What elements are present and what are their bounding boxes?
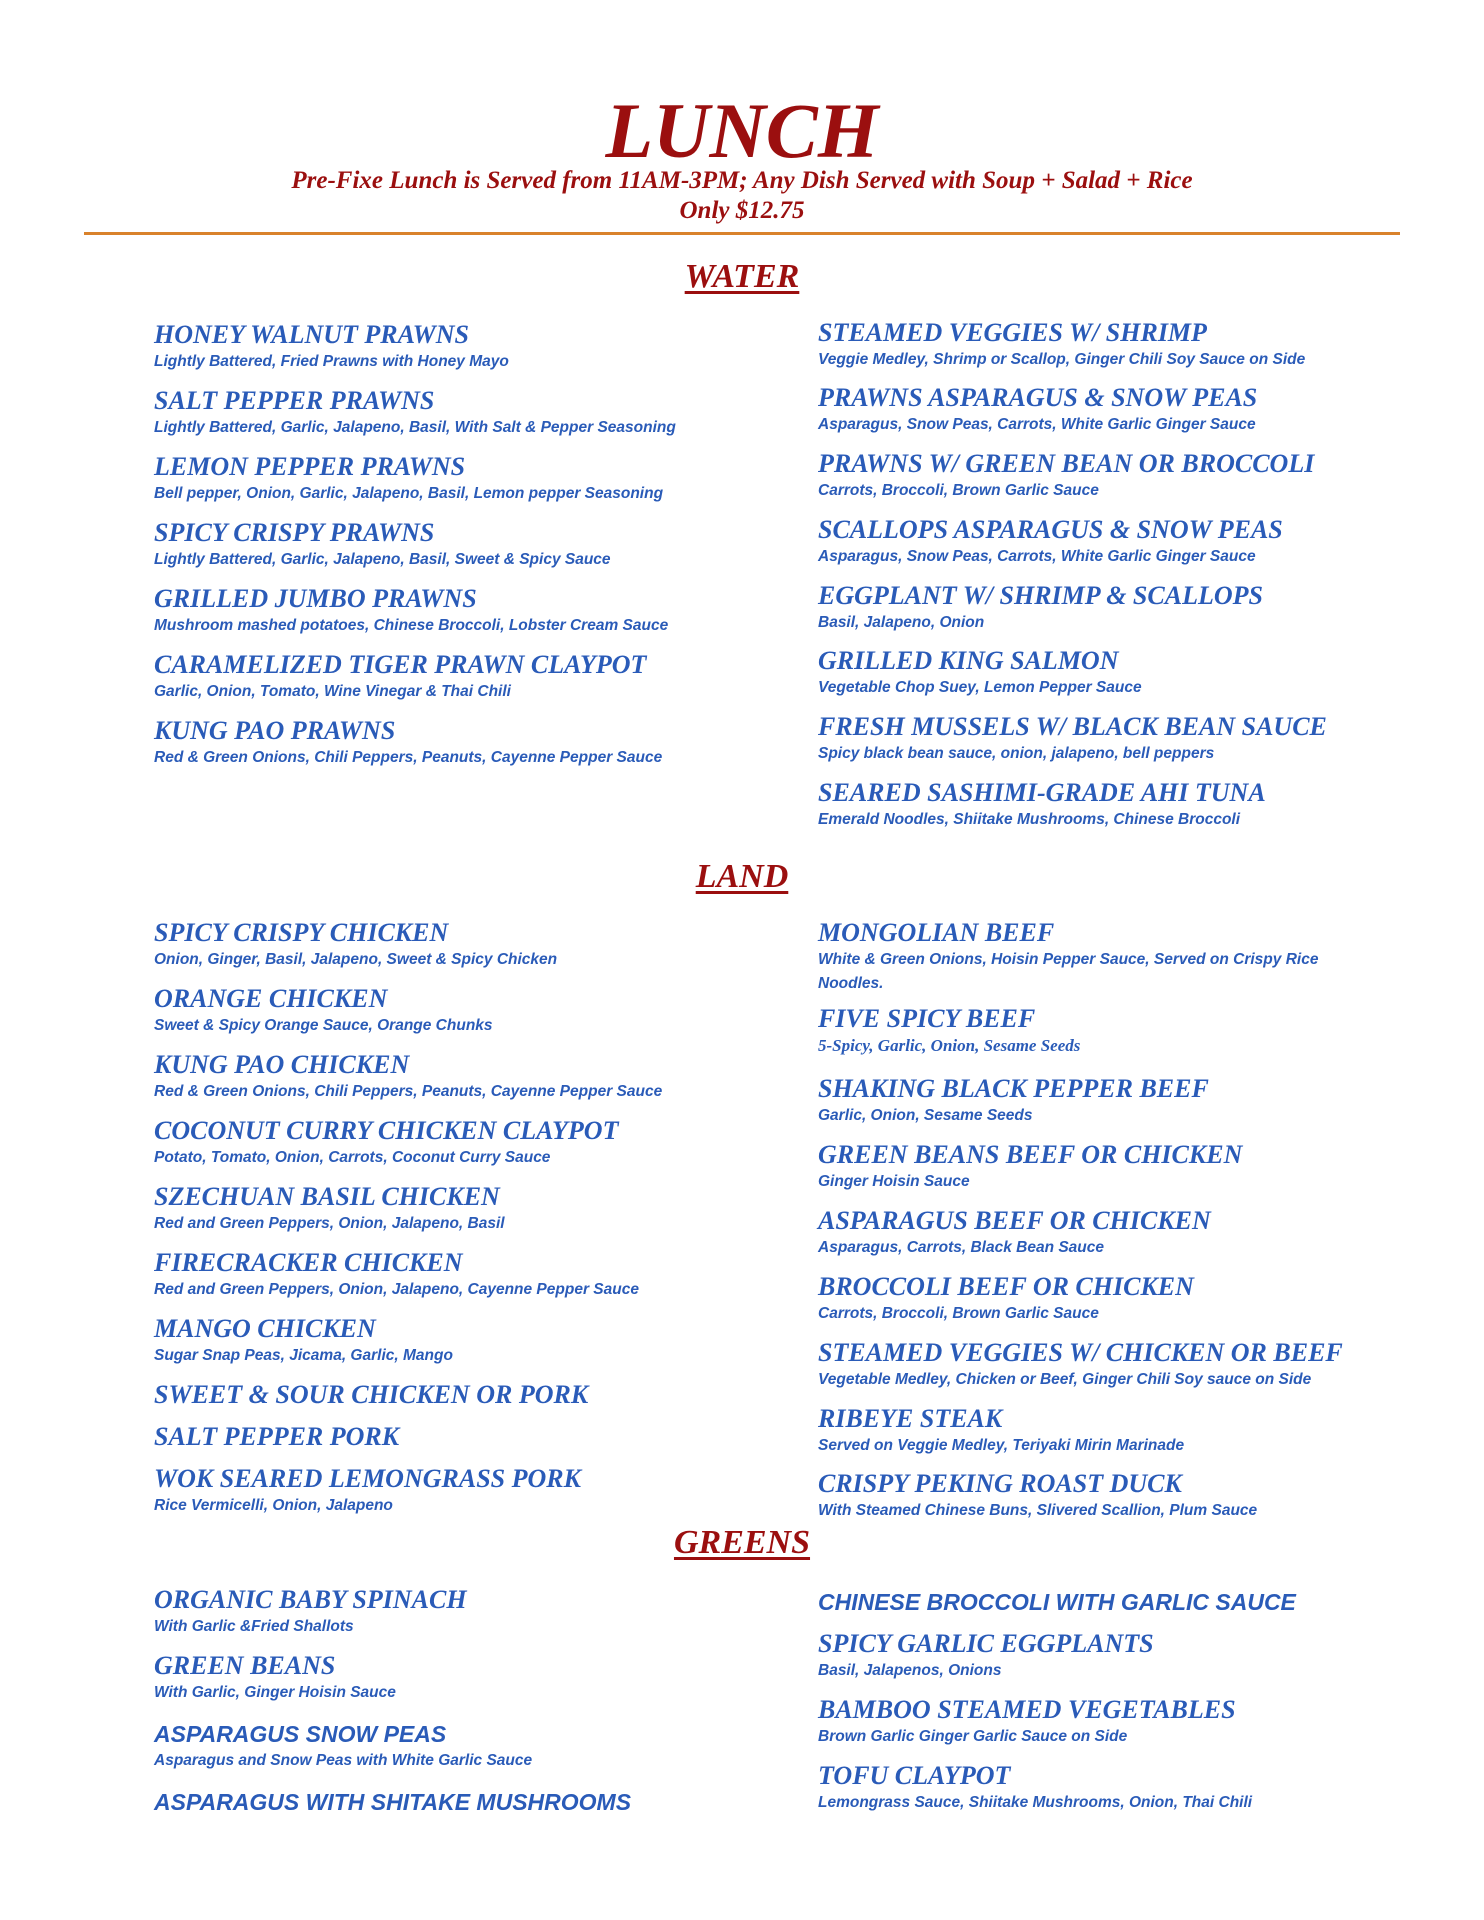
menu-item-description: Ginger Hoisin Sauce [818, 1173, 970, 1190]
menu-item-name: ASPARAGUS BEEF OR CHICKEN [818, 1206, 1211, 1235]
menu-item-description: Red & Green Onions, Chili Peppers, Peanuts, Cayenne Pepper Sauce [154, 749, 663, 766]
menu-item-grilled-king-salmon [818, 646, 1378, 700]
menu-item-asparagus-with-shitake-mushrooms [154, 1787, 754, 1817]
menu-item-name: GREEN BEANS [154, 1651, 336, 1680]
menu-item-lemon-pepper-prawns [154, 452, 754, 506]
menu-item-description: Onion, Ginger, Basil, Jalapeno, Sweet & Spicy Chicken [154, 951, 558, 968]
menu-item-name: RIBEYE STEAK [818, 1404, 1003, 1433]
subtitle-line-1: Pre-Fixe Lunch is Served from 11AM-3PM; Any Dish Served with Soup + Salad + Rice [291, 167, 1193, 194]
menu-item-spicy-crispy-prawns [154, 518, 754, 572]
menu-item-name: SEARED SASHIMI-GRADE AHI TUNA [818, 778, 1266, 807]
menu-item-description: Vegetable Medley, Chicken or Beef, Ginger Chili Soy sauce on Side [818, 1371, 1312, 1388]
menu-item-shaking-black-pepper-beef [818, 1074, 1378, 1128]
menu-item-name: CARAMELIZED TIGER PRAWN CLAYPOT [154, 650, 647, 679]
menu-item-description: Brown Garlic Ginger Garlic Sauce on Side [818, 1728, 1128, 1745]
menu-item-description: Veggie Medley, Shrimp or Scallop, Ginger Chili Soy Sauce on Side [818, 351, 1306, 368]
menu-item-five-spicy-beef [818, 1004, 1378, 1058]
menu-item-description: 5-Spicy, Garlic, Onion, Sesame Seeds [818, 1036, 1081, 1055]
menu-item-name: PRAWNS W/ GREEN BEAN OR BROCCOLI [818, 449, 1315, 478]
menu-item-description: Spicy black bean sauce, onion, jalapeno, bell peppers [818, 745, 1215, 762]
menu-item-name: ASPARAGUS SNOW PEAS [154, 1721, 447, 1747]
menu-item-name: SALT PEPPER PORK [154, 1422, 400, 1451]
menu-item-spicy-crispy-chicken [154, 918, 754, 972]
menu-item-name: STEAMED VEGGIES W/ CHICKEN OR BEEF [818, 1338, 1343, 1367]
menu-item-description: With Garlic &Fried Shallots [154, 1618, 354, 1635]
menu-item-orange-chicken [154, 984, 754, 1038]
menu-item-description: Basil, Jalapenos, Onions [818, 1662, 1002, 1679]
page-title: LUNCH [605, 87, 879, 174]
menu-item-description: Asparagus, Snow Peas, Carrots, White Garlic Ginger Sauce [818, 416, 1256, 433]
menu-item-ribeye-steak [818, 1404, 1378, 1458]
menu-item-description: Asparagus and Snow Peas with White Garlic Sauce [154, 1752, 533, 1769]
menu-item-name: GREEN BEANS BEEF OR CHICKEN [818, 1140, 1243, 1169]
subtitle-line-2: Only $12.75 [679, 197, 805, 224]
menu-item-name: SCALLOPS ASPARAGUS & SNOW PEAS [818, 515, 1283, 544]
menu-item-kung-pao-prawns [154, 716, 754, 770]
menu-item-fresh-mussels-w-black-bean-sauce [818, 712, 1378, 766]
menu-item-description: White & Green Onions, Hoisin Pepper Sauce, Served on Crispy Rice Noodles. [818, 951, 1319, 992]
menu-item-steamed-veggies-w-shrimp [818, 318, 1378, 372]
menu-item-description: Sugar Snap Peas, Jicama, Garlic, Mango [154, 1347, 453, 1364]
menu-item-mango-chicken [154, 1314, 754, 1368]
menu-item-name: SALT PEPPER PRAWNS [154, 386, 435, 415]
menu-item-firecracker-chicken [154, 1248, 754, 1302]
menu-item-description: Asparagus, Carrots, Black Bean Sauce [818, 1239, 1105, 1256]
menu-item-description: Garlic, Onion, Tomato, Wine Vinegar & Thai Chili [154, 683, 511, 700]
menu-item-description: Vegetable Chop Suey, Lemon Pepper Sauce [818, 679, 1142, 696]
menu-item-name: SZECHUAN BASIL CHICKEN [154, 1182, 500, 1211]
menu-item-name: BROCCOLI BEEF OR CHICKEN [818, 1272, 1194, 1301]
menu-item-description: Sweet & Spicy Orange Sauce, Orange Chunks [154, 1017, 493, 1034]
menu-item-name: SPICY CRISPY PRAWNS [154, 518, 435, 547]
menu-item-description: Asparagus, Snow Peas, Carrots, White Garlic Ginger Sauce [818, 548, 1256, 565]
menu-item-bamboo-steamed-vegetables [818, 1695, 1378, 1749]
menu-item-name: SWEET & SOUR CHICKEN OR PORK [154, 1380, 589, 1409]
menu-item-description: Bell pepper, Onion, Garlic, Jalapeno, Basil, Lemon pepper Seasoning [154, 485, 664, 502]
menu-item-caramelized-tiger-prawn-claypot [154, 650, 754, 704]
menu-item-description: Carrots, Broccoli, Brown Garlic Sauce [818, 482, 1099, 499]
menu-item-description: Basil, Jalapeno, Onion [818, 614, 985, 631]
menu-item-description: With Steamed Chinese Buns, Slivered Scallion, Plum Sauce [818, 1502, 1258, 1519]
header-divider [84, 232, 1400, 235]
menu-item-name: HONEY WALNUT PRAWNS [154, 320, 469, 349]
menu-item-seared-sashimi-grade-ahi-tuna [818, 778, 1378, 832]
menu-item-spicy-garlic-eggplants [818, 1629, 1378, 1683]
menu-item-description: Red and Green Peppers, Onion, Jalapeno, Basil [154, 1215, 505, 1232]
menu-item-description: Red and Green Peppers, Onion, Jalapeno, Cayenne Pepper Sauce [154, 1281, 639, 1298]
menu-item-name: STEAMED VEGGIES W/ SHRIMP [818, 318, 1207, 347]
menu-item-broccoli-beef-or-chicken [818, 1272, 1378, 1326]
menu-item-description: Carrots, Broccoli, Brown Garlic Sauce [818, 1305, 1099, 1322]
menu-item-honey-walnut-prawns [154, 320, 754, 374]
menu-item-crispy-peking-roast-duck [818, 1469, 1378, 1523]
menu-item-prawns-w-green-bean-or-broccoli [818, 449, 1378, 503]
menu-item-description: With Garlic, Ginger Hoisin Sauce [154, 1684, 396, 1701]
menu-item-name: GRILLED KING SALMON [818, 646, 1119, 675]
menu-item-asparagus-beef-or-chicken [818, 1206, 1378, 1260]
menu-item-name: SPICY CRISPY CHICKEN [154, 918, 449, 947]
menu-item-steamed-veggies-w-chicken-or-beef [818, 1338, 1378, 1392]
menu-item-name: CHINESE BROCCOLI WITH GARLIC SAUCE [818, 1589, 1296, 1615]
menu-item-mongolian-beef [818, 918, 1378, 996]
menu-item-name: EGGPLANT W/ SHRIMP & SCALLOPS [818, 581, 1263, 610]
menu-item-sweet-sour-chicken-or-pork [154, 1380, 754, 1410]
menu-item-kung-pao-chicken [154, 1050, 754, 1104]
menu-item-name: ORANGE CHICKEN [154, 984, 388, 1013]
menu-item-name: FRESH MUSSELS W/ BLACK BEAN SAUCE [818, 712, 1327, 741]
menu-item-name: SHAKING BLACK PEPPER BEEF [818, 1074, 1209, 1103]
menu-item-name: GRILLED JUMBO PRAWNS [154, 584, 477, 613]
menu-item-wok-seared-lemongrass-pork [154, 1464, 754, 1518]
menu-item-chinese-broccoli-with-garlic-sauce [818, 1587, 1378, 1617]
menu-item-description: Garlic, Onion, Sesame Seeds [818, 1107, 1033, 1124]
menu-item-name: LEMON PEPPER PRAWNS [154, 452, 466, 481]
menu-item-description: Red & Green Onions, Chili Peppers, Peanuts, Cayenne Pepper Sauce [154, 1083, 663, 1100]
menu-item-name: KUNG PAO PRAWNS [154, 716, 396, 745]
menu-item-coconut-curry-chicken-claypot [154, 1116, 754, 1170]
menu-item-description: Potato, Tomato, Onion, Carrots, Coconut Curry Sauce [154, 1149, 551, 1166]
menu-item-name: SPICY GARLIC EGGPLANTS [818, 1629, 1154, 1658]
menu-item-description: Lightly Battered, Fried Prawns with Honey Mayo [154, 353, 509, 370]
menu-item-name: ASPARAGUS WITH SHITAKE MUSHROOMS [154, 1789, 632, 1815]
menu-item-name: FIVE SPICY BEEF [818, 1004, 1036, 1033]
menu-item-green-beans [154, 1651, 754, 1705]
menu-item-grilled-jumbo-prawns [154, 584, 754, 638]
menu-item-prawns-asparagus-snow-peas [818, 383, 1378, 437]
section-heading-greens: GREENS [673, 1524, 811, 1561]
menu-item-description: Mushroom mashed potatoes, Chinese Broccoli, Lobster Cream Sauce [154, 617, 669, 634]
menu-item-name: KUNG PAO CHICKEN [154, 1050, 410, 1079]
menu-item-organic-baby-spinach [154, 1585, 754, 1639]
menu-item-name: MANGO CHICKEN [154, 1314, 376, 1343]
section-heading-water: WATER [684, 258, 800, 295]
menu-item-scallops-asparagus-snow-peas [818, 515, 1378, 569]
menu-item-name: WOK SEARED LEMONGRASS PORK [154, 1464, 581, 1493]
section-heading-land: LAND [695, 858, 789, 895]
menu-item-name: TOFU CLAYPOT [818, 1761, 1011, 1790]
menu-item-eggplant-w-shrimp-scallops [818, 581, 1378, 635]
menu-item-salt-pepper-prawns [154, 386, 754, 440]
menu-item-name: PRAWNS ASPARAGUS & SNOW PEAS [818, 383, 1258, 412]
menu-item-tofu-claypot [818, 1761, 1378, 1815]
menu-item-name: COCONUT CURRY CHICKEN CLAYPOT [154, 1116, 619, 1145]
menu-item-salt-pepper-pork [154, 1422, 754, 1452]
menu-item-name: MONGOLIAN BEEF [818, 918, 1055, 947]
menu-item-description: Rice Vermicelli, Onion, Jalapeno [154, 1497, 393, 1514]
menu-item-green-beans-beef-or-chicken [818, 1140, 1378, 1194]
menu-item-name: ORGANIC BABY SPINACH [154, 1585, 467, 1614]
menu-item-description: Served on Veggie Medley, Teriyaki Mirin Marinade [818, 1437, 1185, 1454]
menu-item-description: Lightly Battered, Garlic, Jalapeno, Basil, With Salt & Pepper Seasoning [154, 419, 676, 436]
menu-item-szechuan-basil-chicken [154, 1182, 754, 1236]
menu-item-name: FIRECRACKER CHICKEN [154, 1248, 463, 1277]
menu-item-description: Emerald Noodles, Shiitake Mushrooms, Chinese Broccoli [818, 811, 1241, 828]
menu-item-name: CRISPY PEKING ROAST DUCK [818, 1469, 1182, 1498]
menu-item-description: Lightly Battered, Garlic, Jalapeno, Basil, Sweet & Spicy Sauce [154, 551, 611, 568]
menu-item-asparagus-snow-peas [154, 1719, 754, 1773]
menu-item-name: BAMBOO STEAMED VEGETABLES [818, 1695, 1236, 1724]
menu-item-description: Lemongrass Sauce, Shiitake Mushrooms, Onion, Thai Chili [818, 1794, 1253, 1811]
